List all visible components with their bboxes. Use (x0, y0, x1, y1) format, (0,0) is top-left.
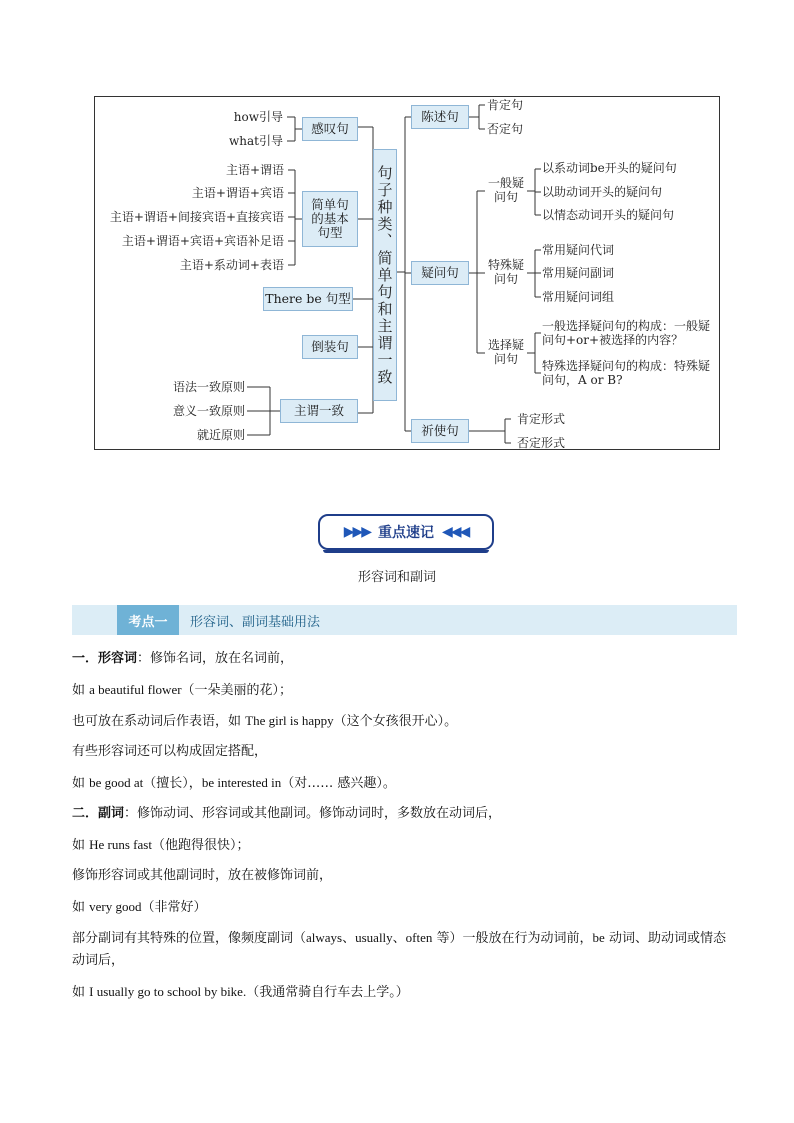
example-en: a beautiful flower (89, 682, 182, 697)
simple-sentence-item: 主语+谓语+宾语 (191, 186, 284, 200)
interrogative-label: 疑问句 (421, 264, 459, 280)
there-be-label: There be 句型 (265, 290, 351, 306)
text: ：修饰名词，放在名词前， (137, 651, 294, 666)
text: （对…… 感兴趣）。 (281, 776, 396, 791)
section-header (72, 605, 737, 635)
text: （这个女孩很开心）。 (333, 714, 458, 729)
interrogative-box (411, 261, 469, 285)
choice-question-item: 特殊选择疑问句的构成：特殊疑问句，A or B? (542, 359, 711, 387)
text: 如 (72, 900, 90, 915)
example-en: be good at (89, 775, 144, 790)
declarative-item: 否定句 (487, 122, 524, 136)
simple-sentence-label: 简单句的基本句型 (311, 197, 349, 240)
paragraph-example (72, 981, 409, 1004)
declarative-box (411, 105, 469, 129)
left-arrows-icon: ◀◀◀ (442, 524, 469, 540)
special-question-label: 特殊疑问句 (487, 258, 524, 286)
special-question-item: 常用疑问词组 (542, 290, 615, 304)
general-question-item: 以情态动词开头的疑问句 (542, 208, 675, 222)
general-question-item: 以助动词开头的疑问句 (542, 185, 663, 199)
agreement-box (280, 399, 358, 423)
exclamation-item: how引导 (233, 110, 283, 124)
agreement-item: 语法一致原则 (172, 380, 245, 394)
imperative-item: 肯定形式 (517, 412, 566, 426)
inversion-box (302, 335, 358, 359)
simple-sentence-item: 主语+谓语+宾语+宾语补足语 (121, 234, 284, 248)
paragraph-example (72, 834, 249, 857)
key-points-banner (318, 514, 494, 550)
paragraph-predicative (72, 710, 457, 733)
text: 如 (72, 776, 90, 791)
mind-map-connectors (95, 97, 721, 451)
declarative-label: 陈述句 (421, 108, 459, 124)
imperative-item: 否定形式 (517, 436, 566, 450)
simple-sentence-box (302, 191, 358, 247)
section-title: 形容词、副词基础用法 (190, 615, 321, 630)
choice-question-label: 选择疑问句 (487, 338, 524, 366)
text: （他跑得很快）； (151, 838, 250, 853)
section-tag: 考点一 (117, 605, 179, 635)
agreement-item: 就近原则 (196, 428, 245, 442)
mind-map (94, 96, 720, 450)
banner-title: 重点速记 (378, 525, 434, 541)
imperative-label: 祈使句 (421, 422, 459, 438)
heading-adjective: 一．形容词 (72, 651, 138, 666)
simple-sentence-item: 主语+系动词+表语 (179, 258, 284, 272)
simple-sentence-item: 主语+谓语 (225, 163, 284, 177)
example-en: I usually go to school by bike. (89, 984, 247, 999)
choice-question-item: 一般选择疑问句的构成：一般疑问句+or+被选择的内容？ (542, 319, 711, 347)
text: ：修饰动词、形容词或其他副词。修饰动词时，多数放在动词后， (124, 806, 502, 821)
paragraph-adverb-definition (72, 803, 501, 825)
agreement-item: 意义一致原则 (172, 404, 245, 418)
center-topic: 句子种类、简单句和主谓一致 (375, 164, 394, 386)
exclamation-label: 感叹句 (311, 120, 349, 136)
exclamation-item: what引导 (229, 134, 283, 148)
right-arrows-icon: ▶▶▶ (343, 524, 370, 540)
example-en: always、usually、often (306, 930, 433, 945)
text: （一朵美丽的花）； (181, 683, 293, 698)
text: 如 (72, 683, 90, 698)
paragraph-fixed-collocation: 有些形容词还可以构成固定搭配， (72, 744, 268, 759)
heading-adverb: 二．副词 (72, 806, 125, 821)
general-question-label: 一般疑问句 (487, 176, 524, 204)
paragraph-example (72, 679, 292, 702)
text: 动词、助动词或情态动词后， (72, 931, 726, 968)
paragraph-modify-adjective: 修饰形容词或其他副词时，放在被修饰词前， (72, 868, 333, 883)
exclamation-box (302, 117, 358, 141)
agreement-label: 主谓一致 (293, 402, 344, 418)
text: （我通常骑自行车去上学。） (246, 985, 409, 1000)
declarative-item: 肯定句 (487, 98, 524, 112)
example-en: The girl is happy (245, 713, 334, 728)
example-en: be interested in (201, 775, 282, 790)
example-en: be (592, 930, 605, 945)
text: 也可放在系动词后作表语，如 (72, 714, 246, 729)
example-en: very good (89, 899, 142, 914)
text: 部分副词有其特殊的位置，像频度副词（ (72, 931, 307, 946)
there-be-box (263, 287, 353, 311)
text: （非常好） (141, 900, 207, 915)
inversion-label: 倒装句 (311, 338, 349, 354)
page-subtitle: 形容词和副词 (357, 570, 436, 585)
special-question-item: 常用疑问副词 (542, 266, 615, 280)
general-question-item: 以系动词be开头的疑问句 (542, 161, 677, 175)
text: 等）一般放在行为动词前， (432, 931, 593, 946)
special-question-item: 常用疑问代词 (542, 243, 615, 257)
text: （擅长）， (143, 776, 202, 791)
paragraph-example (72, 772, 396, 795)
text: 如 (72, 838, 90, 853)
simple-sentence-item: 主语+谓语+间接宾语+直接宾语 (109, 210, 284, 224)
imperative-box (411, 419, 469, 443)
paragraph-adjective-definition (72, 648, 293, 670)
center-topic-box (373, 149, 397, 401)
example-en: He runs fast (89, 837, 152, 852)
paragraph-frequency-adverbs (72, 927, 732, 972)
text: 如 (72, 985, 90, 1000)
paragraph-example (72, 896, 207, 919)
